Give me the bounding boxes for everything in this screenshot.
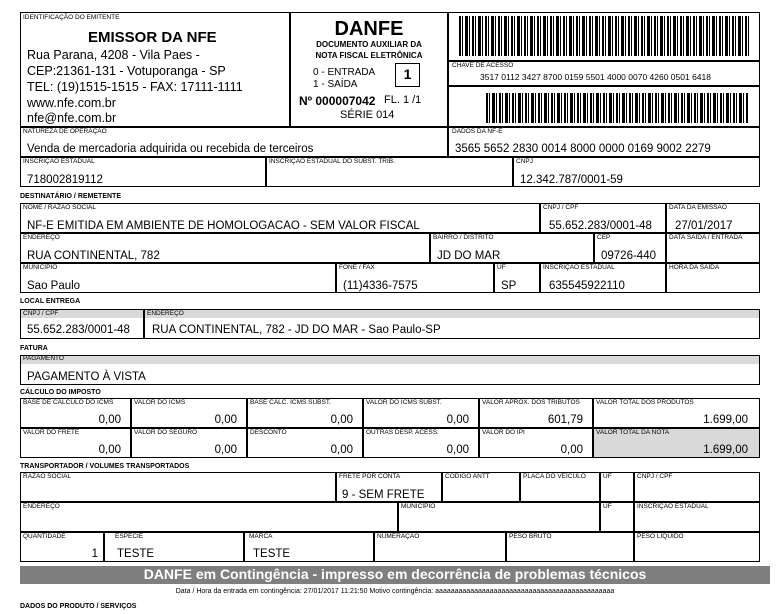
ie-value: 718002819112 bbox=[27, 174, 103, 186]
imposto-r1-c1-label: BASE DE CÁLCULO DO ICMS bbox=[23, 399, 114, 406]
imposto-r2-c6-label: VALOR TOTAL DA NOTA bbox=[596, 429, 670, 436]
produtos-section-label: DADOS DO PRODUTO / SERVIÇOS bbox=[20, 603, 137, 610]
imposto-r2-c6-value: 1.699,00 bbox=[703, 444, 748, 456]
imposto-r2-c1-value: 0,00 bbox=[98, 444, 121, 456]
emitente-email: nfe@nfe.com.br bbox=[27, 111, 117, 125]
dest-endereco-value: RUA CONTINENTAL, 782 bbox=[27, 250, 160, 262]
emitente-site: www.nfe.com.br bbox=[27, 96, 116, 110]
transp-municipio-label: MUNICÍPIO bbox=[401, 503, 436, 510]
transp-qtd-label: QUANTIDADE bbox=[23, 533, 66, 540]
danfe-subtitle-2: NOTA FISCAL ELETRÔNICA bbox=[315, 51, 423, 60]
danfe-tipo: 1 bbox=[403, 66, 412, 82]
transp-endereco-box bbox=[20, 502, 398, 532]
dest-fone-value: (11)4336-7575 bbox=[343, 280, 418, 292]
emitente-address: Rua Parana, 4208 - Vila Paes - bbox=[27, 48, 200, 62]
contingencia-banner-text: DANFE em Contingência - impresso em decorrência de problemas técnicos bbox=[143, 566, 647, 582]
natureza-label: NATUREZA DE OPERAÇÃO bbox=[23, 128, 107, 135]
danfe-entrada: 0 - ENTRADA bbox=[313, 67, 376, 78]
dest-cnpj-label: CNPJ / CPF bbox=[543, 204, 579, 211]
danfe-saida: 1 - SAÍDA bbox=[313, 79, 358, 90]
imposto-r2-c4-value: 0,00 bbox=[446, 444, 469, 456]
dest-nome-label: NOME / RAZÃO SOCIAL bbox=[23, 204, 96, 211]
danfe-folha: FL. 1 /1 bbox=[384, 94, 422, 106]
dest-emissao-value: 27/01/2017 bbox=[675, 220, 733, 232]
dest-cep-value: 09726-440 bbox=[601, 250, 656, 262]
transp-numeracao-label: NUMERAÇÃO bbox=[377, 533, 420, 540]
dest-cnpj-value: 55.652.283/0001-48 bbox=[549, 220, 652, 232]
barcode-bottom bbox=[486, 93, 748, 123]
dest-hora-label: HORA DA SAÍDA bbox=[669, 264, 720, 271]
dest-municipio-value: Sao Paulo bbox=[27, 280, 81, 292]
danfe-serie: SÉRIE 014 bbox=[340, 109, 395, 121]
contingencia-info: Data / Hora da entrada em contingência: 27/01/2017 11:21:50 Motivo contingência: aaaaaaaaaaaaaaaaaaaaaaaaaaaaaaaaaaaaaaaaaaaaaa bbox=[175, 588, 615, 595]
transp-liquido-label: PESO LÍQUIDO bbox=[637, 533, 684, 540]
transp-uf-label: UF bbox=[603, 473, 612, 480]
imposto-r1-c3-value: 0,00 bbox=[330, 414, 353, 426]
ie-st-label: INSCRIÇÃO ESTADUAL DO SUBST. TRIB. bbox=[269, 158, 395, 165]
transportador-section-label: TRANSPORTADOR / VOLUMES TRANSPORTADOS bbox=[20, 463, 190, 470]
imposto-r2-c5-value: 0,00 bbox=[560, 444, 583, 456]
transp-cnpj-label: CNPJ / CPF bbox=[637, 473, 673, 480]
fatura-section-label: FATURA bbox=[20, 345, 48, 352]
emitente-name: EMISSOR DA NFE bbox=[88, 29, 217, 46]
dest-bairro-label: BAIRRO / DISTRITO bbox=[433, 234, 494, 241]
transp-antt-label: CÓDIGO ANTT bbox=[445, 473, 490, 480]
local-endereco-label: ENDEREÇO bbox=[147, 310, 184, 317]
dest-nome-value: NF-E EMITIDA EM AMBIENTE DE HOMOLOGACAO - SEM VALOR FISCAL bbox=[27, 220, 420, 232]
emitente-section-label: IDENTIFICAÇÃO DO EMITENTE bbox=[23, 14, 120, 21]
dest-ie-label: INSCRIÇÃO ESTADUAL bbox=[543, 264, 615, 271]
imposto-r1-c2-value: 0,00 bbox=[214, 414, 237, 426]
imposto-r2-c3-label: DESCONTO bbox=[250, 429, 287, 436]
dest-bairro-value: JD DO MAR bbox=[437, 250, 501, 262]
imposto-r1-c5-value: 601,79 bbox=[547, 414, 583, 426]
dest-saida-label: DATA SAÍDA / ENTRADA bbox=[669, 234, 743, 241]
dest-endereco-label: ENDEREÇO bbox=[23, 234, 60, 241]
imposto-r1-c6-label: VALOR TOTAL DOS PRODUTOS bbox=[596, 399, 694, 406]
barcode-top bbox=[459, 16, 749, 56]
emitente-cep-city: CEP:21361-131 - Votuporanga - SP bbox=[27, 64, 226, 78]
dest-ie-value: 635545922110 bbox=[549, 280, 625, 292]
imposto-r2-c3-value: 0,00 bbox=[330, 444, 353, 456]
imposto-r1-c4-value: 0,00 bbox=[446, 414, 469, 426]
danfe-subtitle-1: DOCUMENTO AUXILIAR DA bbox=[316, 40, 422, 49]
fatura-pagamento-label: PAGAMENTO bbox=[23, 355, 64, 362]
ie-label: INSCRIÇÃO ESTADUAL bbox=[23, 158, 95, 165]
emitente-tel-fax: TEL: (19)1515-1515 - FAX: 17111-1111 bbox=[27, 80, 243, 94]
imposto-r2-c1-label: VALOR DO FRETE bbox=[23, 429, 80, 436]
transp-endereco-label: ENDEREÇO bbox=[23, 503, 60, 510]
transp-qtd-value: 1 bbox=[91, 548, 98, 560]
dest-emissao-label: DATA DA EMISSÃO bbox=[669, 204, 727, 211]
transp-marca-value: TESTE bbox=[253, 548, 291, 560]
imposto-r1-c1-value: 0,00 bbox=[98, 414, 121, 426]
imposto-r1-c6-value: 1.699,00 bbox=[703, 414, 748, 426]
transp-bruto-label: PESO BRUTO bbox=[509, 533, 552, 540]
transp-frete-label: FRETE POR CONTA bbox=[339, 473, 401, 480]
danfe-numero: Nº 000007042 bbox=[299, 94, 376, 108]
chave-value: 3517 0112 3427 8700 0159 5501 4000 0070 4260 0501 6418 bbox=[480, 72, 711, 82]
dest-uf-label: UF bbox=[497, 264, 506, 271]
transp-especie-value: TESTE bbox=[117, 548, 155, 560]
transp-placa-label: PLACA DO VEÍCULO bbox=[523, 473, 586, 480]
cnpj-emit-value: 12.342.787/0001-59 bbox=[520, 174, 623, 186]
dados-nfe-label: DADOS DA NF-E bbox=[452, 128, 503, 135]
transp-marca-label: MARCA bbox=[249, 533, 273, 540]
imposto-r1-c2-label: VALOR DO ICMS bbox=[134, 399, 186, 406]
transp-frete-value: 9 - SEM FRETE bbox=[342, 489, 425, 501]
dados-nfe-value: 3565 5652 2830 0014 8000 0000 0169 9002 2279 bbox=[455, 143, 711, 155]
chave-label: CHAVE DE ACESSO bbox=[452, 62, 514, 69]
dest-fone-label: FONE / FAX bbox=[339, 264, 375, 271]
transp-especie-label: ESPÉCIE bbox=[115, 533, 144, 540]
natureza-value: Venda de mercadoria adquirida ou recebida de terceiros bbox=[27, 143, 314, 155]
imposto-r1-c3-label: BASE CÁLC. ICMS SUBST. bbox=[250, 399, 331, 406]
imposto-section-label: CÁLCULO DO IMPOSTO bbox=[20, 389, 101, 396]
dest-uf-value: SP bbox=[501, 280, 517, 292]
local-cnpj-value: 55.652.283/0001-48 bbox=[27, 324, 130, 336]
transp-razao-label: RAZÃO SOCIAL bbox=[23, 473, 72, 480]
imposto-r1-c4-label: VALOR DO ICMS SUBST. bbox=[366, 399, 442, 406]
imposto-r2-c2-label: VALOR DO SEGURO bbox=[134, 429, 198, 436]
fatura-pagamento-value: PAGAMENTO À VISTA bbox=[27, 371, 146, 383]
transp-uf2-label: UF bbox=[603, 503, 612, 510]
dest-municipio-label: MUNICÍPIO bbox=[23, 264, 58, 271]
cnpj-emit-label: CNPJ bbox=[516, 158, 533, 165]
local-cnpj-label: CNPJ / CPF bbox=[23, 310, 59, 317]
imposto-r2-c5-label: VALOR DO IPI bbox=[482, 429, 525, 436]
dest-cep-label: CEP bbox=[597, 234, 611, 241]
imposto-r2-c2-value: 0,00 bbox=[214, 444, 237, 456]
imposto-r2-c4-label: OUTRAS DESP. ACESS. bbox=[366, 429, 439, 436]
local-endereco-value: RUA CONTINENTAL, 782 - JD DO MAR - Sao Paulo-SP bbox=[152, 324, 441, 336]
danfe-title: DANFE bbox=[334, 18, 404, 40]
local-entrega-section-label: LOCAL ENTREGA bbox=[20, 298, 81, 305]
destinatario-section-label: DESTINATÁRIO / REMETENTE bbox=[20, 193, 121, 200]
imposto-r1-c5-label: VALOR APROX. DOS TRIBUTOS bbox=[482, 399, 580, 406]
transp-ie-label: INSCRIÇÃO ESTADUAL bbox=[637, 503, 709, 510]
